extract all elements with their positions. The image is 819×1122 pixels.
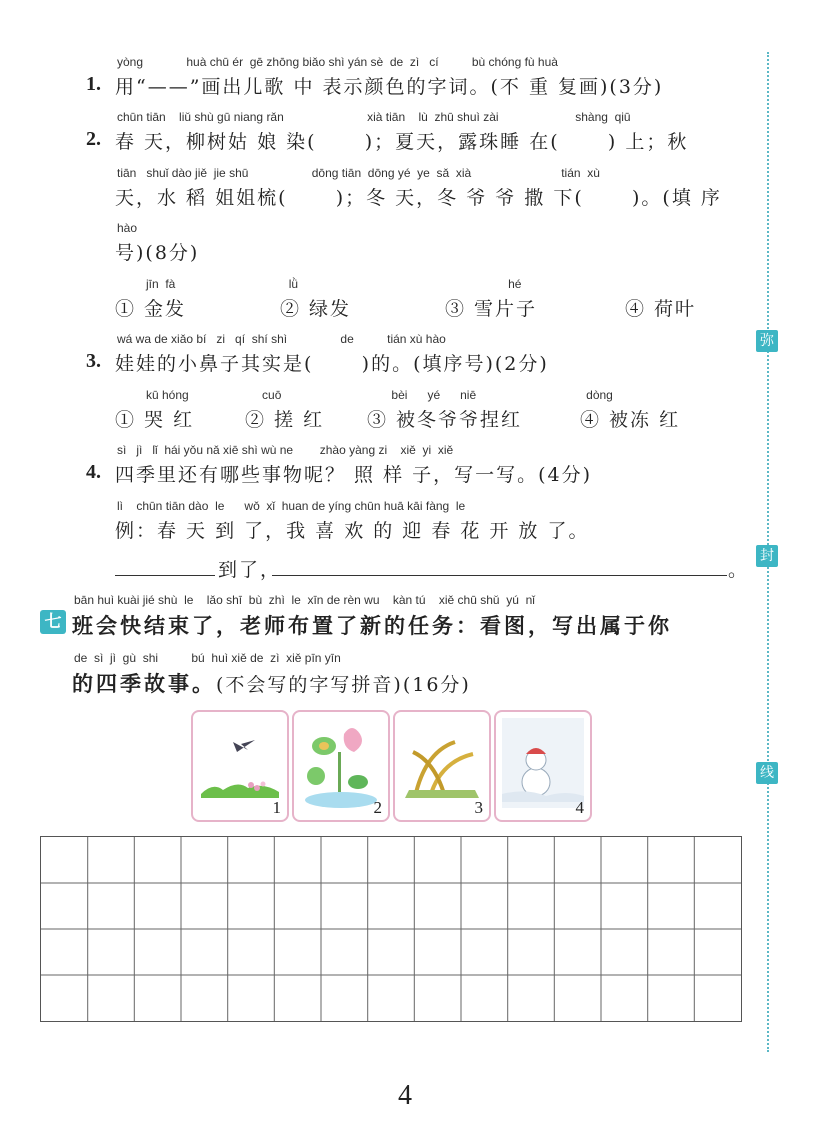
picture-spring	[191, 710, 289, 822]
picture-winter	[494, 710, 592, 822]
picture-autumn	[393, 710, 491, 822]
q3-options-pinyin: kū hóng cuō bèi yé niē dòng	[146, 388, 613, 402]
q2-text-2: 天，水 稻 姐姐梳( )；冬 天，冬 爷 爷 撒 下( )。(填 序	[115, 187, 722, 209]
seal-mark-1: 弥	[756, 330, 778, 352]
q2-option-2: ② 绿发	[280, 298, 352, 320]
q1-number: 1.	[86, 73, 101, 95]
q3-option-2: ② 搓 红	[245, 409, 325, 431]
q4-blank-1[interactable]	[115, 575, 215, 576]
q2-option-3: ③ 雪片子	[445, 298, 538, 320]
q1-text: 用“——”画出儿歌 中 表示颜色的字词。(不 重 复画)(3分)	[115, 76, 664, 98]
q7-text-2-wrap	[72, 668, 471, 698]
seal-mark-3: 线	[756, 762, 778, 784]
q3-option-1: ① 哭 红	[115, 409, 195, 431]
q3-text: 娃娃的小鼻子其实是( )的。(填序号)(2分)	[115, 353, 549, 375]
q7-pinyin-1: bān huì kuài jié shù le lǎo shī bù zhì le xīn de rèn wu kàn tú xiě chū shǔ yú nǐ	[74, 593, 535, 607]
q4-pinyin: sì jì lǐ hái yǒu nǎ xiē shì wù ne zhào yàng zi xiě yi xiě	[117, 443, 454, 457]
picture-number-3: 3	[474, 798, 483, 817]
q2-options-pinyin: jīn fà lǜ hé	[146, 277, 522, 291]
page-number: 4	[398, 1080, 412, 1111]
writing-grid[interactable]	[40, 836, 742, 1022]
picture-number-2: 2	[373, 798, 382, 817]
q7-badge: 七	[40, 610, 66, 634]
picture-summer	[292, 710, 390, 822]
q3-number: 3.	[86, 350, 101, 372]
q7-pinyin-2: de sì jì gù shi bú huì xiě de zì xiě pīn yīn	[74, 651, 341, 665]
picture-number-1: 1	[272, 798, 281, 817]
q4-blank-end: 。	[728, 559, 750, 581]
q2-text-1: 春 天，柳树姑 娘 染( )；夏天，露珠睡 在( ) 上；秋	[115, 131, 689, 153]
seal-mark-2: 封	[756, 545, 778, 567]
q2-pinyin-2: tiān shuǐ dào jiě jie shū dōng tiān dōng yé ye sǎ xià tián xù	[117, 166, 600, 180]
q7-text-2: 的四季故事。	[72, 672, 216, 696]
q1-pinyin: yòng huà chū ér gē zhōng biǎo shì yán sè de zì cí bù chóng fù huà	[117, 55, 558, 69]
q4-blank-2[interactable]	[272, 575, 727, 576]
q2-text-3: 号)(8分)	[115, 242, 200, 264]
q4-example: 例：春 天 到 了，我 喜 欢 的 迎 春 花 开 放 了。	[115, 520, 590, 542]
q3-pinyin: wá wa de xiǎo bí zi qí shí shì de tián xù hào	[117, 332, 446, 346]
picture-number-4: 4	[575, 798, 584, 817]
q4-text: 四季里还有哪些事物呢？ 照 样 子，写一写。(4分)	[115, 464, 593, 486]
q7-text-1: 班会快结束了，老师布置了新的任务：看图，写出属于你	[72, 614, 672, 638]
q4-number: 4.	[86, 461, 101, 483]
q3-option-3: ③ 被冬爷爷捏红	[367, 409, 523, 431]
q2-number: 2.	[86, 128, 101, 150]
q3-option-4: ④ 被冻 红	[580, 409, 681, 431]
q4-example-pinyin: lì chūn tiān dào le wǒ xǐ huan de yíng chūn huā kāi fàng le	[117, 499, 466, 513]
writing-grid-lines	[41, 837, 741, 1021]
q2-pinyin-1: chūn tiān liǔ shù gū niang rǎn xià tiān lù zhū shuì zài shàng qiū	[117, 110, 631, 124]
q4-blank-mid-text: 到了，	[218, 559, 282, 581]
q2-pinyin-3: hào	[117, 221, 138, 235]
q2-option-4: ④ 荷叶	[625, 298, 697, 320]
q7-text-2-suffix: (不会写的字写拼音)(16分)	[216, 674, 471, 696]
q2-option-1: ① 金发	[115, 298, 187, 320]
